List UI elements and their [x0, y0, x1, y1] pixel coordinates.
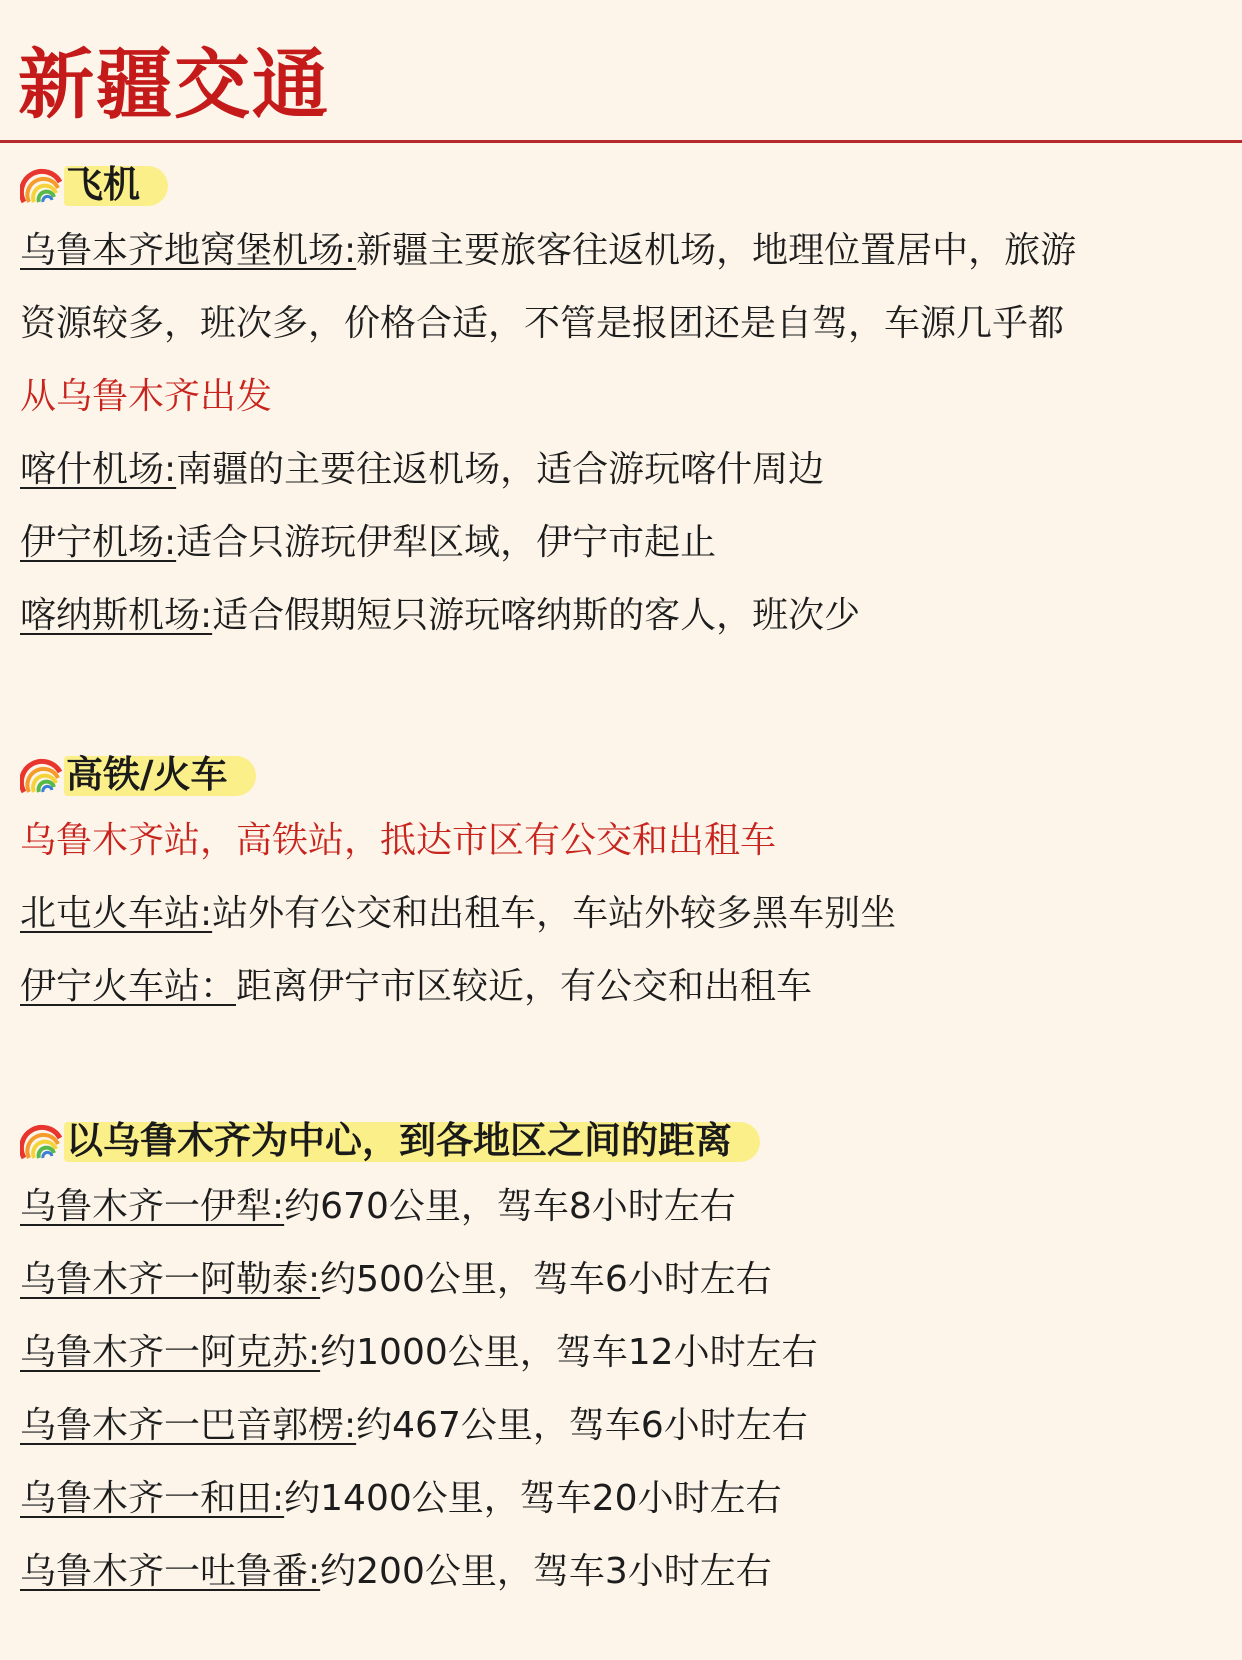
item-label: 乌鲁本齐地窝堡机场: — [20, 230, 357, 271]
heading-text: 飞机 — [66, 163, 140, 206]
section-heading-plane — [20, 160, 168, 210]
list-item-highlight — [20, 804, 1222, 877]
section-train — [20, 750, 1222, 1023]
item-label: 伊宁火车站： — [20, 966, 237, 1007]
item-text: 约467公里，驾车6小时左右 — [356, 1405, 808, 1446]
list-item — [20, 506, 1222, 579]
list-item — [20, 433, 1222, 506]
item-text: 距离伊宁市区较近，有公交和出租车 — [236, 966, 813, 1007]
rainbow-icon — [20, 758, 64, 794]
section-heading-distance — [20, 1116, 760, 1166]
section-heading-train — [20, 750, 256, 800]
item-label: 乌鲁木齐一和田: — [20, 1478, 285, 1519]
list-item-continuation-highlight — [20, 360, 1222, 433]
item-text: 约500公里，驾车6小时左右 — [320, 1259, 772, 1300]
list-item — [20, 1316, 1222, 1389]
item-label: 伊宁机场: — [20, 522, 177, 563]
item-label: 喀什机场: — [20, 449, 177, 490]
list-item — [20, 1535, 1222, 1608]
list-item — [20, 579, 1222, 652]
item-text: 乌鲁木齐站，高铁站，抵达市区有公交和出租车 — [20, 820, 777, 861]
item-label: 喀纳斯机场: — [20, 595, 213, 636]
item-text: 约1000公里，驾车12小时左右 — [320, 1332, 818, 1373]
title-divider — [0, 140, 1242, 143]
item-text: 从乌鲁木齐出发 — [20, 376, 273, 417]
item-text: 约1400公里，驾车20小时左右 — [284, 1478, 782, 1519]
heading-text: 高铁/火车 — [66, 753, 228, 796]
item-text: 新疆主要旅客往返机场，地理位置居中，旅游 — [356, 230, 1077, 271]
list-item-continuation — [20, 287, 1222, 360]
item-text: 适合只游玩伊犁区域，伊宁市起止 — [176, 522, 717, 563]
list-item — [20, 1243, 1222, 1316]
rainbow-icon — [20, 168, 64, 204]
list-item — [20, 1462, 1222, 1535]
list-item — [20, 877, 1222, 950]
list-item — [20, 1389, 1222, 1462]
item-label: 乌鲁木齐一伊犁: — [20, 1186, 285, 1227]
list-item — [20, 950, 1222, 1023]
item-text: 约200公里，驾车3小时左右 — [320, 1551, 772, 1592]
item-text: 适合假期短只游玩喀纳斯的客人，班次少 — [212, 595, 861, 636]
rainbow-icon — [20, 1124, 64, 1160]
item-label: 北屯火车站: — [20, 893, 213, 934]
item-label: 乌鲁木齐一阿克苏: — [20, 1332, 321, 1373]
heading-text: 以乌鲁木齐为中心，到各地区之间的距离 — [66, 1119, 732, 1162]
item-text: 资源较多，班次多，价格合适，不管是报团还是自驾，车源几乎都 — [20, 303, 1065, 344]
item-label: 乌鲁木齐一吐鲁番: — [20, 1551, 321, 1592]
list-item — [20, 1170, 1222, 1243]
item-text: 约670公里，驾车8小时左右 — [284, 1186, 736, 1227]
section-distance — [20, 1116, 1222, 1608]
list-item — [20, 214, 1222, 287]
page-title: 新疆交通 — [18, 40, 330, 129]
item-text: 站外有公交和出租车，车站外较多黑车别坐 — [212, 893, 897, 934]
section-plane — [20, 160, 1222, 652]
item-label: 乌鲁木齐一阿勒泰: — [20, 1259, 321, 1300]
item-text: 南疆的主要往返机场，适合游玩喀什周边 — [176, 449, 825, 490]
item-label: 乌鲁木齐一巴音郭楞: — [20, 1405, 357, 1446]
